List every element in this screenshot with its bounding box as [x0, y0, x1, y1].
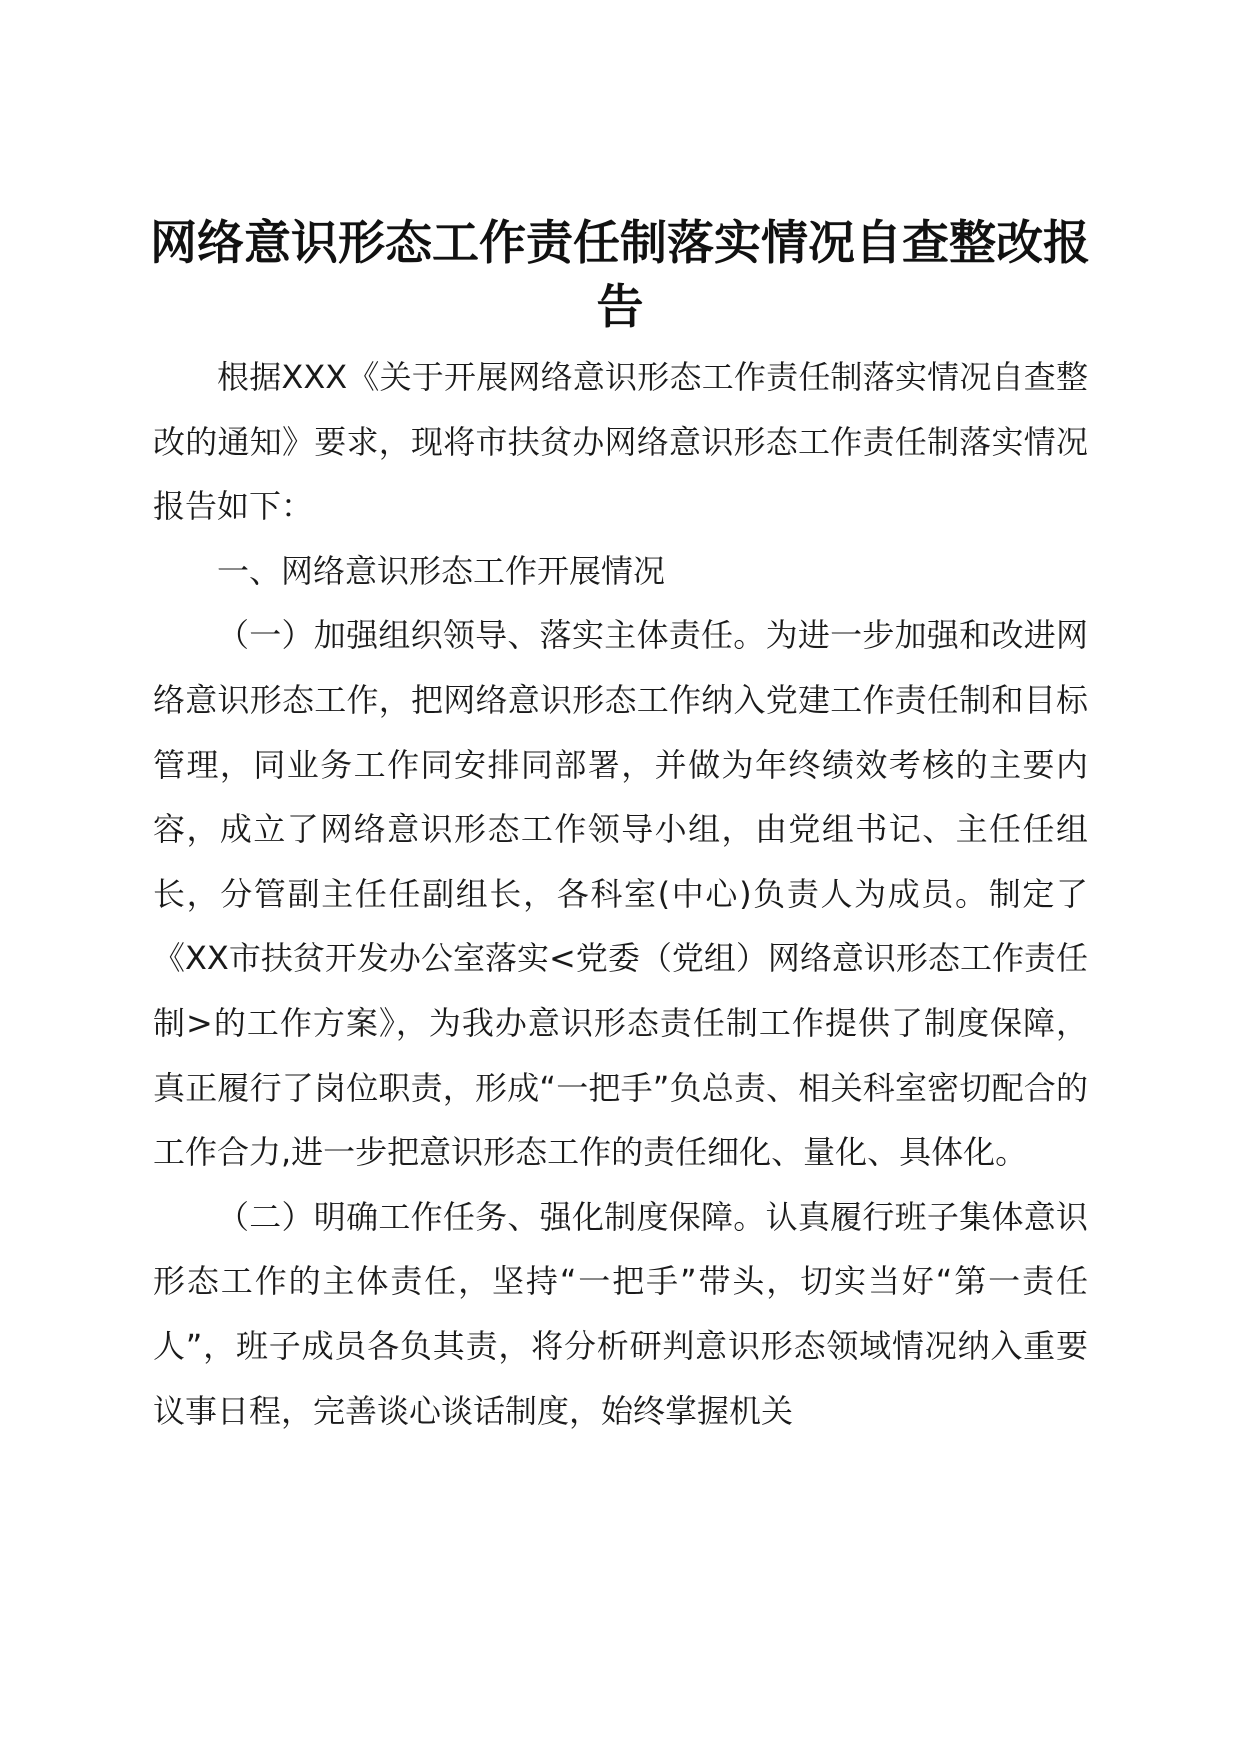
- paragraph-section-1-1: （一）加强组织领导、落实主体责任。为进一步加强和改进网络意识形态工作，把网络意识形态工作纳入党建工作责任制和目标管理，同业务工作同安排同部署，并做为年终绩效考核的主要内容，成立了网络意识形态工作领导小组，由党组书记、主任任组长，分管副主任任副组长，各科室(中心)负责人为成员。制定了《XX市扶贫开发办公室落实<党委（党组）网络意识形态工作责任制>的工作方案》，为我办意识形态责任制工作提供了制度保障，真正履行了岗位职责，形成“一把手”负总责、相关科室密切配合的工作合力,进一步把意识形态工作的责任细化、量化、具体化。: [153, 616, 1088, 1172]
- section-heading-1: 一、网络意识形态工作开展情况: [217, 551, 666, 590]
- document-title: 网络意识形态工作责任制落实情况自查整改报告: [150, 216, 1090, 335]
- document-body: [153, 345, 1088, 1443]
- paragraph-section-1-2: （二）明确工作任务、强化制度保障。认真履行班子集体意识形态工作的主体责任，坚持“一把手”带头，切实当好“第一责任人”，班子成员各负其责，将分析研判意识形态领域情况纳入重要议事日程，完善谈心谈话制度，始终掌握机关: [153, 1197, 1088, 1430]
- paragraph-intro: 根据XXX《关于开展网络意识形态工作责任制落实情况自查整改的通知》要求，现将市扶贫办网络意识形态工作责任制落实情况报告如下：: [153, 358, 1088, 526]
